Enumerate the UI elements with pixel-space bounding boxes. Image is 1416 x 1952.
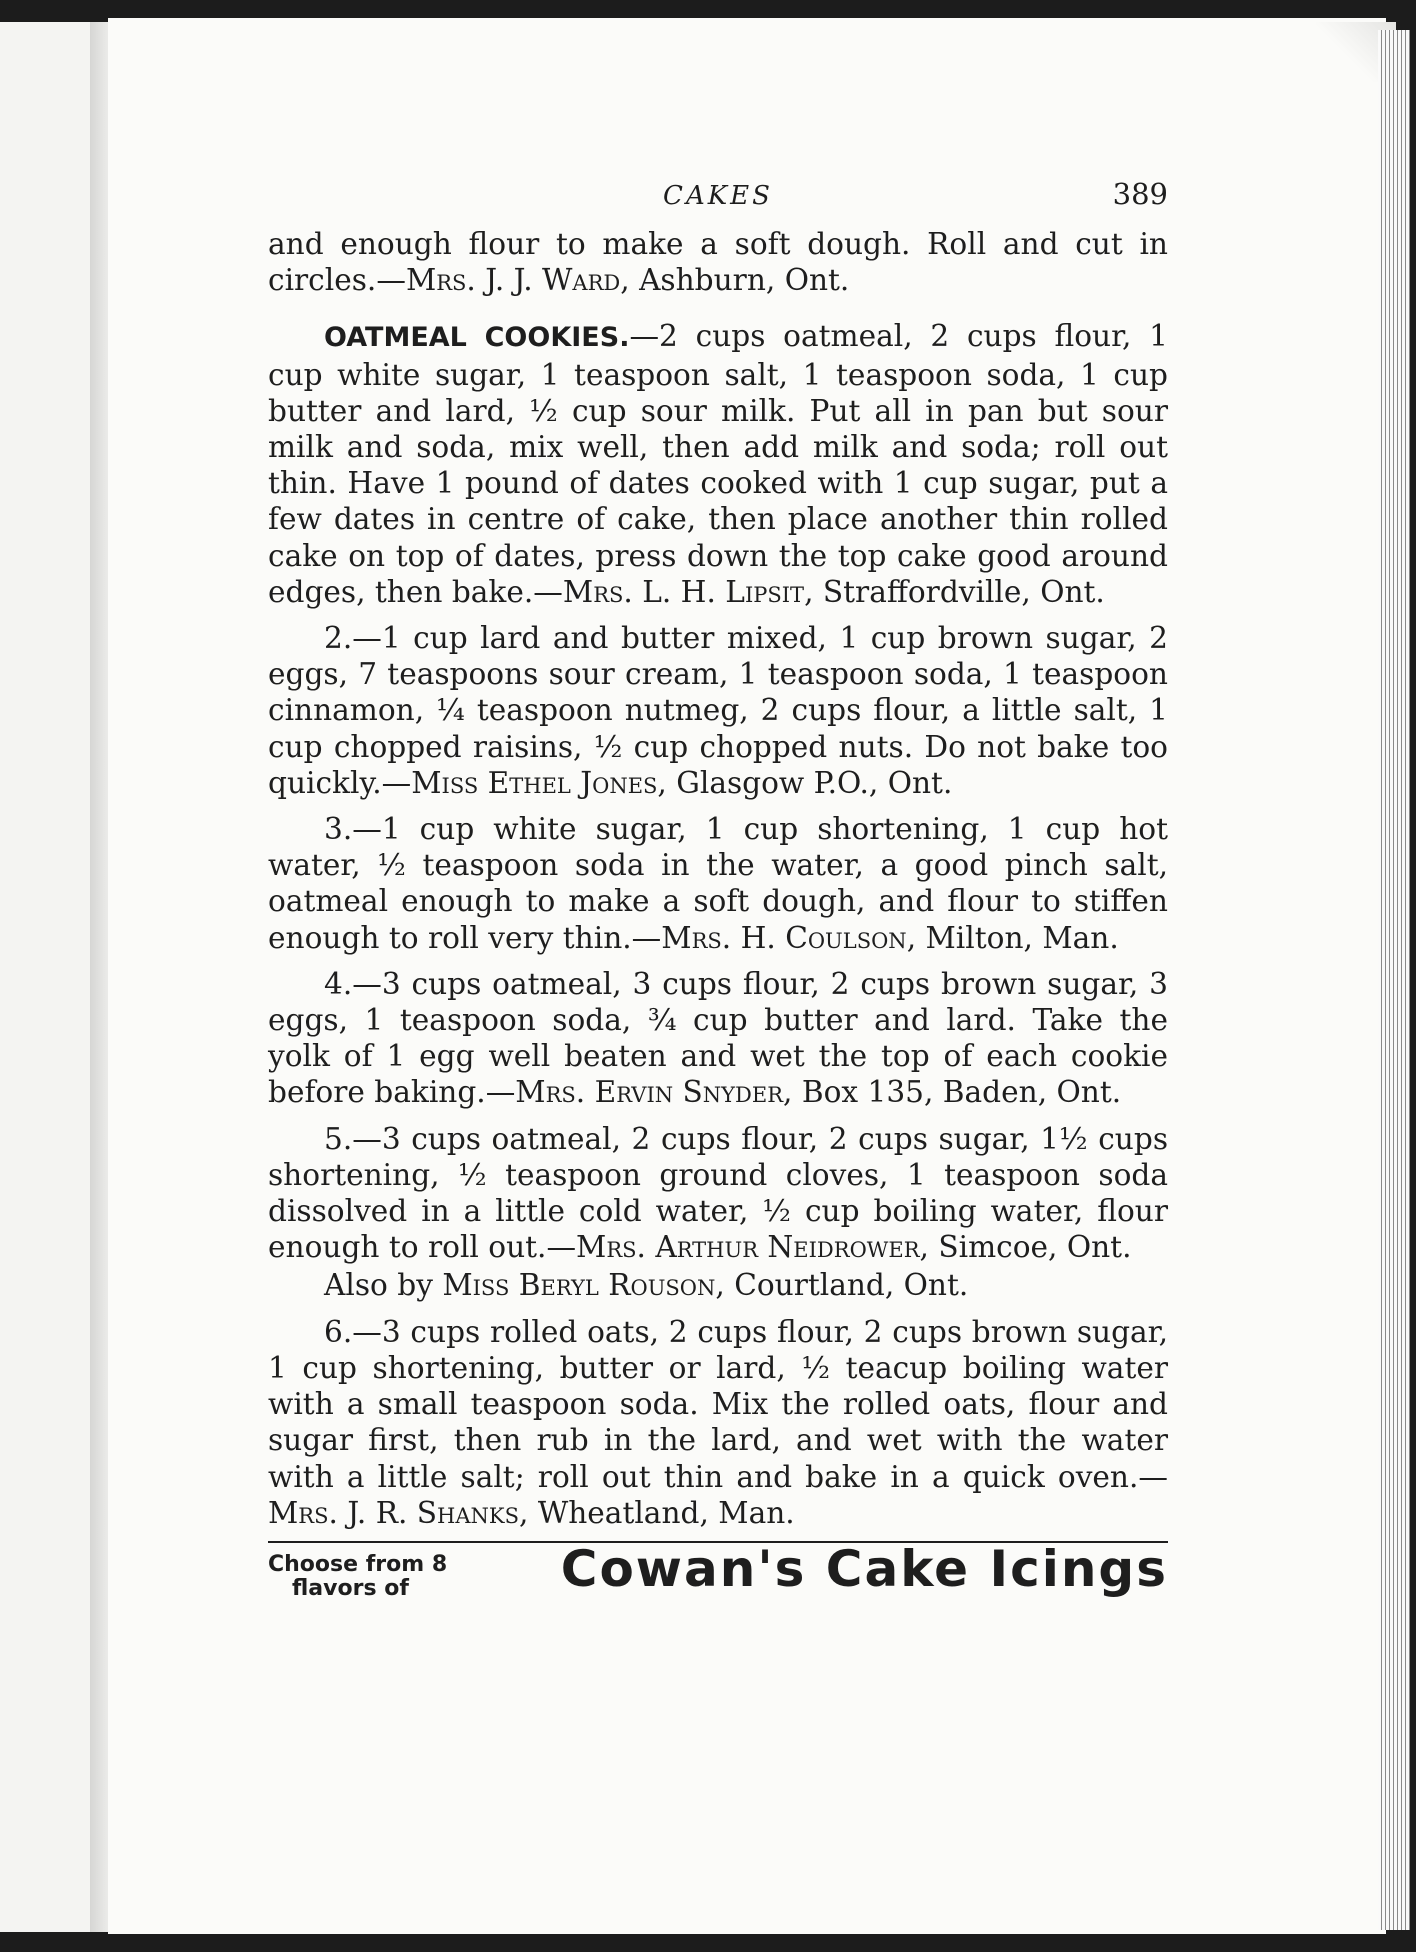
page-text-block	[268, 172, 1168, 1623]
contributor-name: Mrs. Arthur Neidrower	[576, 1230, 920, 1265]
paragraph-text: 4.—3 cups oatmeal, 3 cups flour, 2 cups brown sugar, 3 eggs, 1 teaspoon soda, ¾ cup butter and lard. Take the yolk of 1 egg well beaten and wet the top of each cookie before baking.—	[268, 966, 1168, 1110]
paragraph-text: , Milton, Man.	[906, 920, 1119, 955]
left-page-edge	[0, 22, 98, 1932]
advertisement-headline: Cowan's Cake Icings	[560, 1539, 1168, 1598]
paragraph-text: , Glasgow P.O., Ont.	[657, 765, 953, 800]
paragraph-text: 2.—1 cup lard and butter mixed, 1 cup brown sugar, 2 eggs, 7 teaspoons sour cream, 1 teaspoon soda, 1 teaspoon cinnamon, ¼ teaspoon nutmeg, 2 cups flour, a little salt, 1 cup chopped raisins, ½ cup chopped nuts. Do not bake too quickly.—	[268, 621, 1168, 800]
running-title: CAKES	[663, 181, 773, 211]
contributor-name: Mrs. H. Coulson	[661, 920, 907, 955]
continued-paragraph	[268, 226, 1168, 298]
paragraph-text: , Ashburn, Ont.	[620, 263, 850, 298]
recipe-paragraph	[268, 1121, 1168, 1266]
paragraph-text: —2 cups oatmeal, 2 cups flour, 1 cup white sugar, 1 teaspoon salt, 1 teaspoon soda, 1 cup butter and lard, ½ cup sour milk. Put all in pan but sour milk and soda, mix well, then add milk and soda; roll out thin. Have 1 pound of dates cooked with 1 cup sugar, put a few dates in centre of cake, then place another thin rolled cake on top of dates, press down the top cake good around edges, then bake.—	[268, 319, 1168, 609]
contributor-name: Miss Ethel Jones	[411, 765, 658, 800]
page-number: 389	[1112, 177, 1168, 211]
recipe-text	[268, 226, 1168, 1531]
recipe-paragraph	[268, 620, 1168, 801]
contributor-name: Miss Beryl Rouson	[442, 1268, 716, 1303]
recipe-paragraph	[268, 966, 1168, 1111]
advertisement-tagline-line-2: flavors of	[292, 1575, 409, 1601]
paragraph-text: Also by	[324, 1268, 443, 1303]
advertisement	[268, 1539, 1168, 1623]
paragraph-text: 5.—3 cups oatmeal, 2 cups flour, 2 cups sugar, 1½ cups shortening, ½ teaspoon ground cloves, 1 teaspoon soda dissolved in a little cold water, ½ cup boiling water, flour enough to roll out.—	[268, 1121, 1168, 1265]
running-head	[268, 172, 1168, 218]
paragraph-text: 3.—1 cup white sugar, 1 cup shortening, 1 cup hot water, ½ teaspoon soda in the water, a good pinch salt, oatmeal enough to make a soft dough, and flour to stiffen enough to roll very thin.—	[268, 812, 1168, 955]
recipe-heading: OATMEAL COOKIES.	[324, 322, 630, 354]
recipe-paragraph	[268, 318, 1168, 610]
advertisement-tagline	[268, 1553, 478, 1601]
recipe-paragraph	[268, 811, 1168, 956]
contributor-name: Mrs. J. R. Shanks	[268, 1495, 519, 1530]
paragraph-text: , Courtland, Ont.	[715, 1268, 969, 1303]
contributor-name: Mrs. J. J. Ward	[405, 263, 621, 298]
book-gutter	[90, 22, 110, 1932]
recipe-paragraph	[268, 1314, 1168, 1531]
advertisement-tagline-line-1: Choose from 8	[268, 1551, 448, 1577]
contributor-name: Mrs. Ervin Snyder	[515, 1075, 784, 1110]
paragraph-text: 6.—3 cups rolled oats, 2 cups flour, 2 cups brown sugar, 1 cup shortening, butter or lard, ½ teacup boiling water with a small teaspoon soda. Mix the rolled oats, flour and sugar first, then rub in the lard, and wet with the water with a little salt; roll out thin and bake in a quick oven.—	[268, 1314, 1168, 1494]
contributor-name: Mrs. L. H. Lipsit	[562, 574, 805, 609]
paragraph-text: , Wheatland, Man.	[519, 1495, 795, 1530]
paragraph-text: , Straffordville, Ont.	[804, 574, 1105, 609]
paragraph-text: and enough flour to make a soft dough. Roll and cut in circles.—	[268, 227, 1168, 298]
stacked-page-edges	[1378, 30, 1410, 1930]
paragraph-text: , Box 135, Baden, Ont.	[783, 1075, 1122, 1110]
recipe-paragraph	[268, 1267, 1168, 1303]
paragraph-text: , Simcoe, Ont.	[919, 1230, 1132, 1265]
